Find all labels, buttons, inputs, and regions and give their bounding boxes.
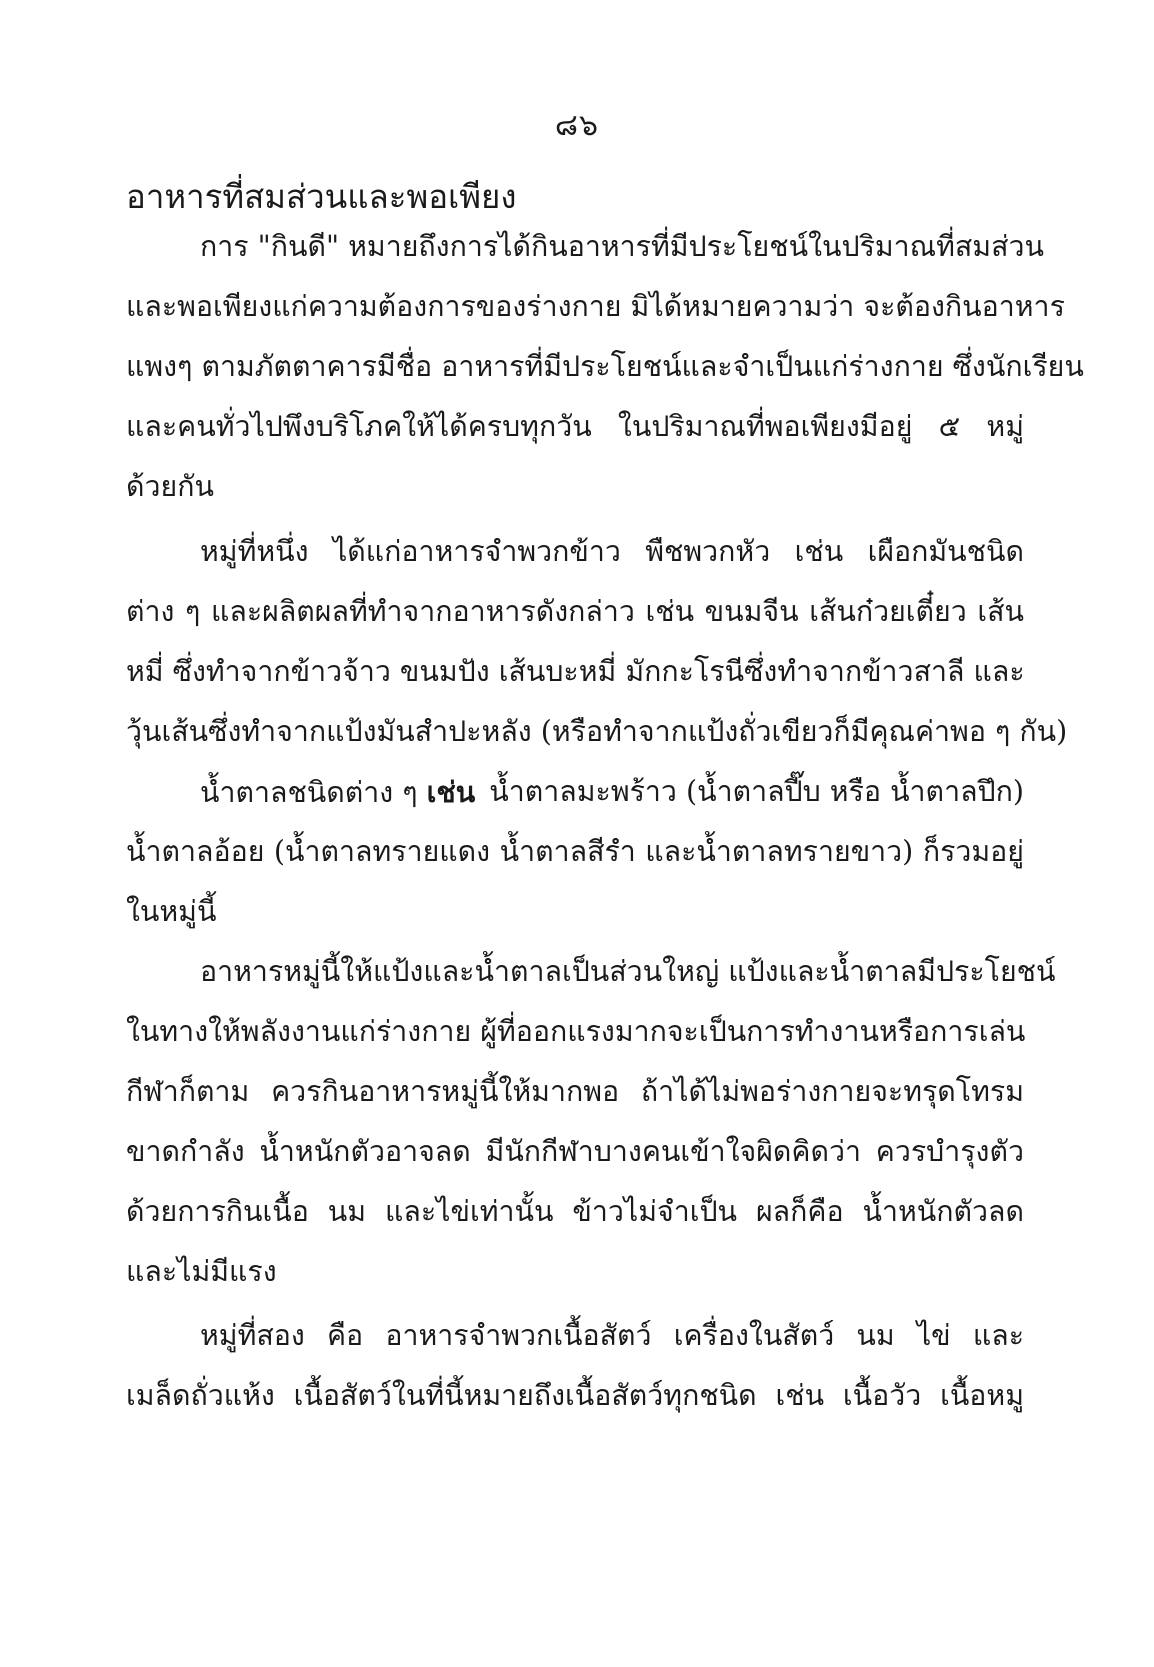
intro-line-1: การ "กินดี" หมายถึงการได้กินอาหารที่มีประโยชน์ในปริมาณที่สมส่วน xyxy=(200,230,1044,263)
sugar-line-2: น้ำตาลอ้อย (น้ำตาลทรายแดง น้ำตาลสีรำ และน้ำตาลทรายขาว) ก็รวมอยู่ xyxy=(126,835,1024,868)
group1-line-4: วุ้นเส้นซึ่งทำจากแป้งมันสำปะหลัง (หรือทำจากแป้งถั่วเขียวก็มีคุณค่าพอ ๆ กัน) xyxy=(126,715,1068,748)
sugar-suffix: น้ำตาลมะพร้าว (น้ำตาลปี๊บ หรือ น้ำตาลปึก) xyxy=(480,775,1024,808)
sugar-line-3: ในหมู่นี้ xyxy=(126,895,217,928)
page-number: ๘๖ xyxy=(554,108,600,143)
sugar-bold-word: เช่น xyxy=(426,775,476,809)
energy-line-5: ด้วยการกินเนื้อ นม และไข่เท่านั้น ข้าวไม่จำเป็น ผลก็คือ น้ำหนักตัวลด xyxy=(126,1195,1024,1228)
group2-line-1: หมู่ที่สอง คือ อาหารจำพวกเนื้อสัตว์ เครื่องในสัตว์ นม ไข่ และ xyxy=(200,1319,1024,1352)
energy-line-6: และไม่มีแรง xyxy=(126,1255,277,1288)
group2-line-2: เมล็ดถั่วแห้ง เนื้อสัตว์ในที่นี้หมายถึงเนื้อสัตว์ทุกชนิด เช่น เนื้อวัว เนื้อหมู xyxy=(126,1379,1024,1412)
section-heading: อาหารที่สมส่วนและพอเพียง xyxy=(126,177,517,216)
sugar-line-1-start xyxy=(200,775,476,809)
energy-line-4: ขาดกำลัง น้ำหนักตัวอาจลด มีนักกีฬาบางคนเข้าใจผิดคิดว่า ควรบำรุงตัว xyxy=(126,1135,1024,1168)
group1-line-3: หมี่ ซึ่งทำจากข้าวจ้าว ขนมปัง เส้นบะหมี่ มักกะโรนีซึ่งทำจากข้าวสาลี และ xyxy=(126,655,1025,688)
group1-line-1: หมู่ที่หนึ่ง ได้แก่อาหารจำพวกข้าว พืชพวกหัว เช่น เผือกมันชนิด xyxy=(200,535,1024,568)
intro-line-2: และพอเพียงแก่ความต้องการของร่างกาย มิได้หมายความว่า จะต้องกินอาหาร xyxy=(126,290,1065,323)
energy-line-2: ในทางให้พลังงานแก่ร่างกาย ผู้ที่ออกแรงมากจะเป็นการทำงานหรือการเล่น xyxy=(126,1015,1026,1048)
sugar-prefix: น้ำตาลชนิดต่าง ๆ xyxy=(200,776,427,809)
intro-line-5: ด้วยกัน xyxy=(126,470,214,503)
sugar-line-1 xyxy=(200,775,1024,809)
intro-line-3: แพงๆ ตามภัตตาคารมีชื่อ อาหารที่มีประโยชน์และจำเป็นแก่ร่างกาย ซึ่งนักเรียน xyxy=(126,350,1084,383)
energy-line-3: กีฬาก็ตาม ควรกินอาหารหมู่นี้ให้มากพอ ถ้าได้ไม่พอร่างกายจะทรุดโทรม xyxy=(126,1075,1024,1108)
energy-line-1: อาหารหมู่นี้ให้แป้งและน้ำตาลเป็นส่วนใหญ่ แป้งและน้ำตาลมีประโยชน์ xyxy=(200,955,1056,988)
group1-line-2: ต่าง ๆ และผลิตผลที่ทำจากอาหารดังกล่าว เช่น ขนมจีน เส้นก๋วยเตี๋ยว เส้น xyxy=(126,595,1024,628)
intro-line-4: และคนทั่วไปพึงบริโภคให้ได้ครบทุกวัน ในปริมาณที่พอเพียงมีอยู่ ๕ หมู่ xyxy=(126,410,1024,443)
